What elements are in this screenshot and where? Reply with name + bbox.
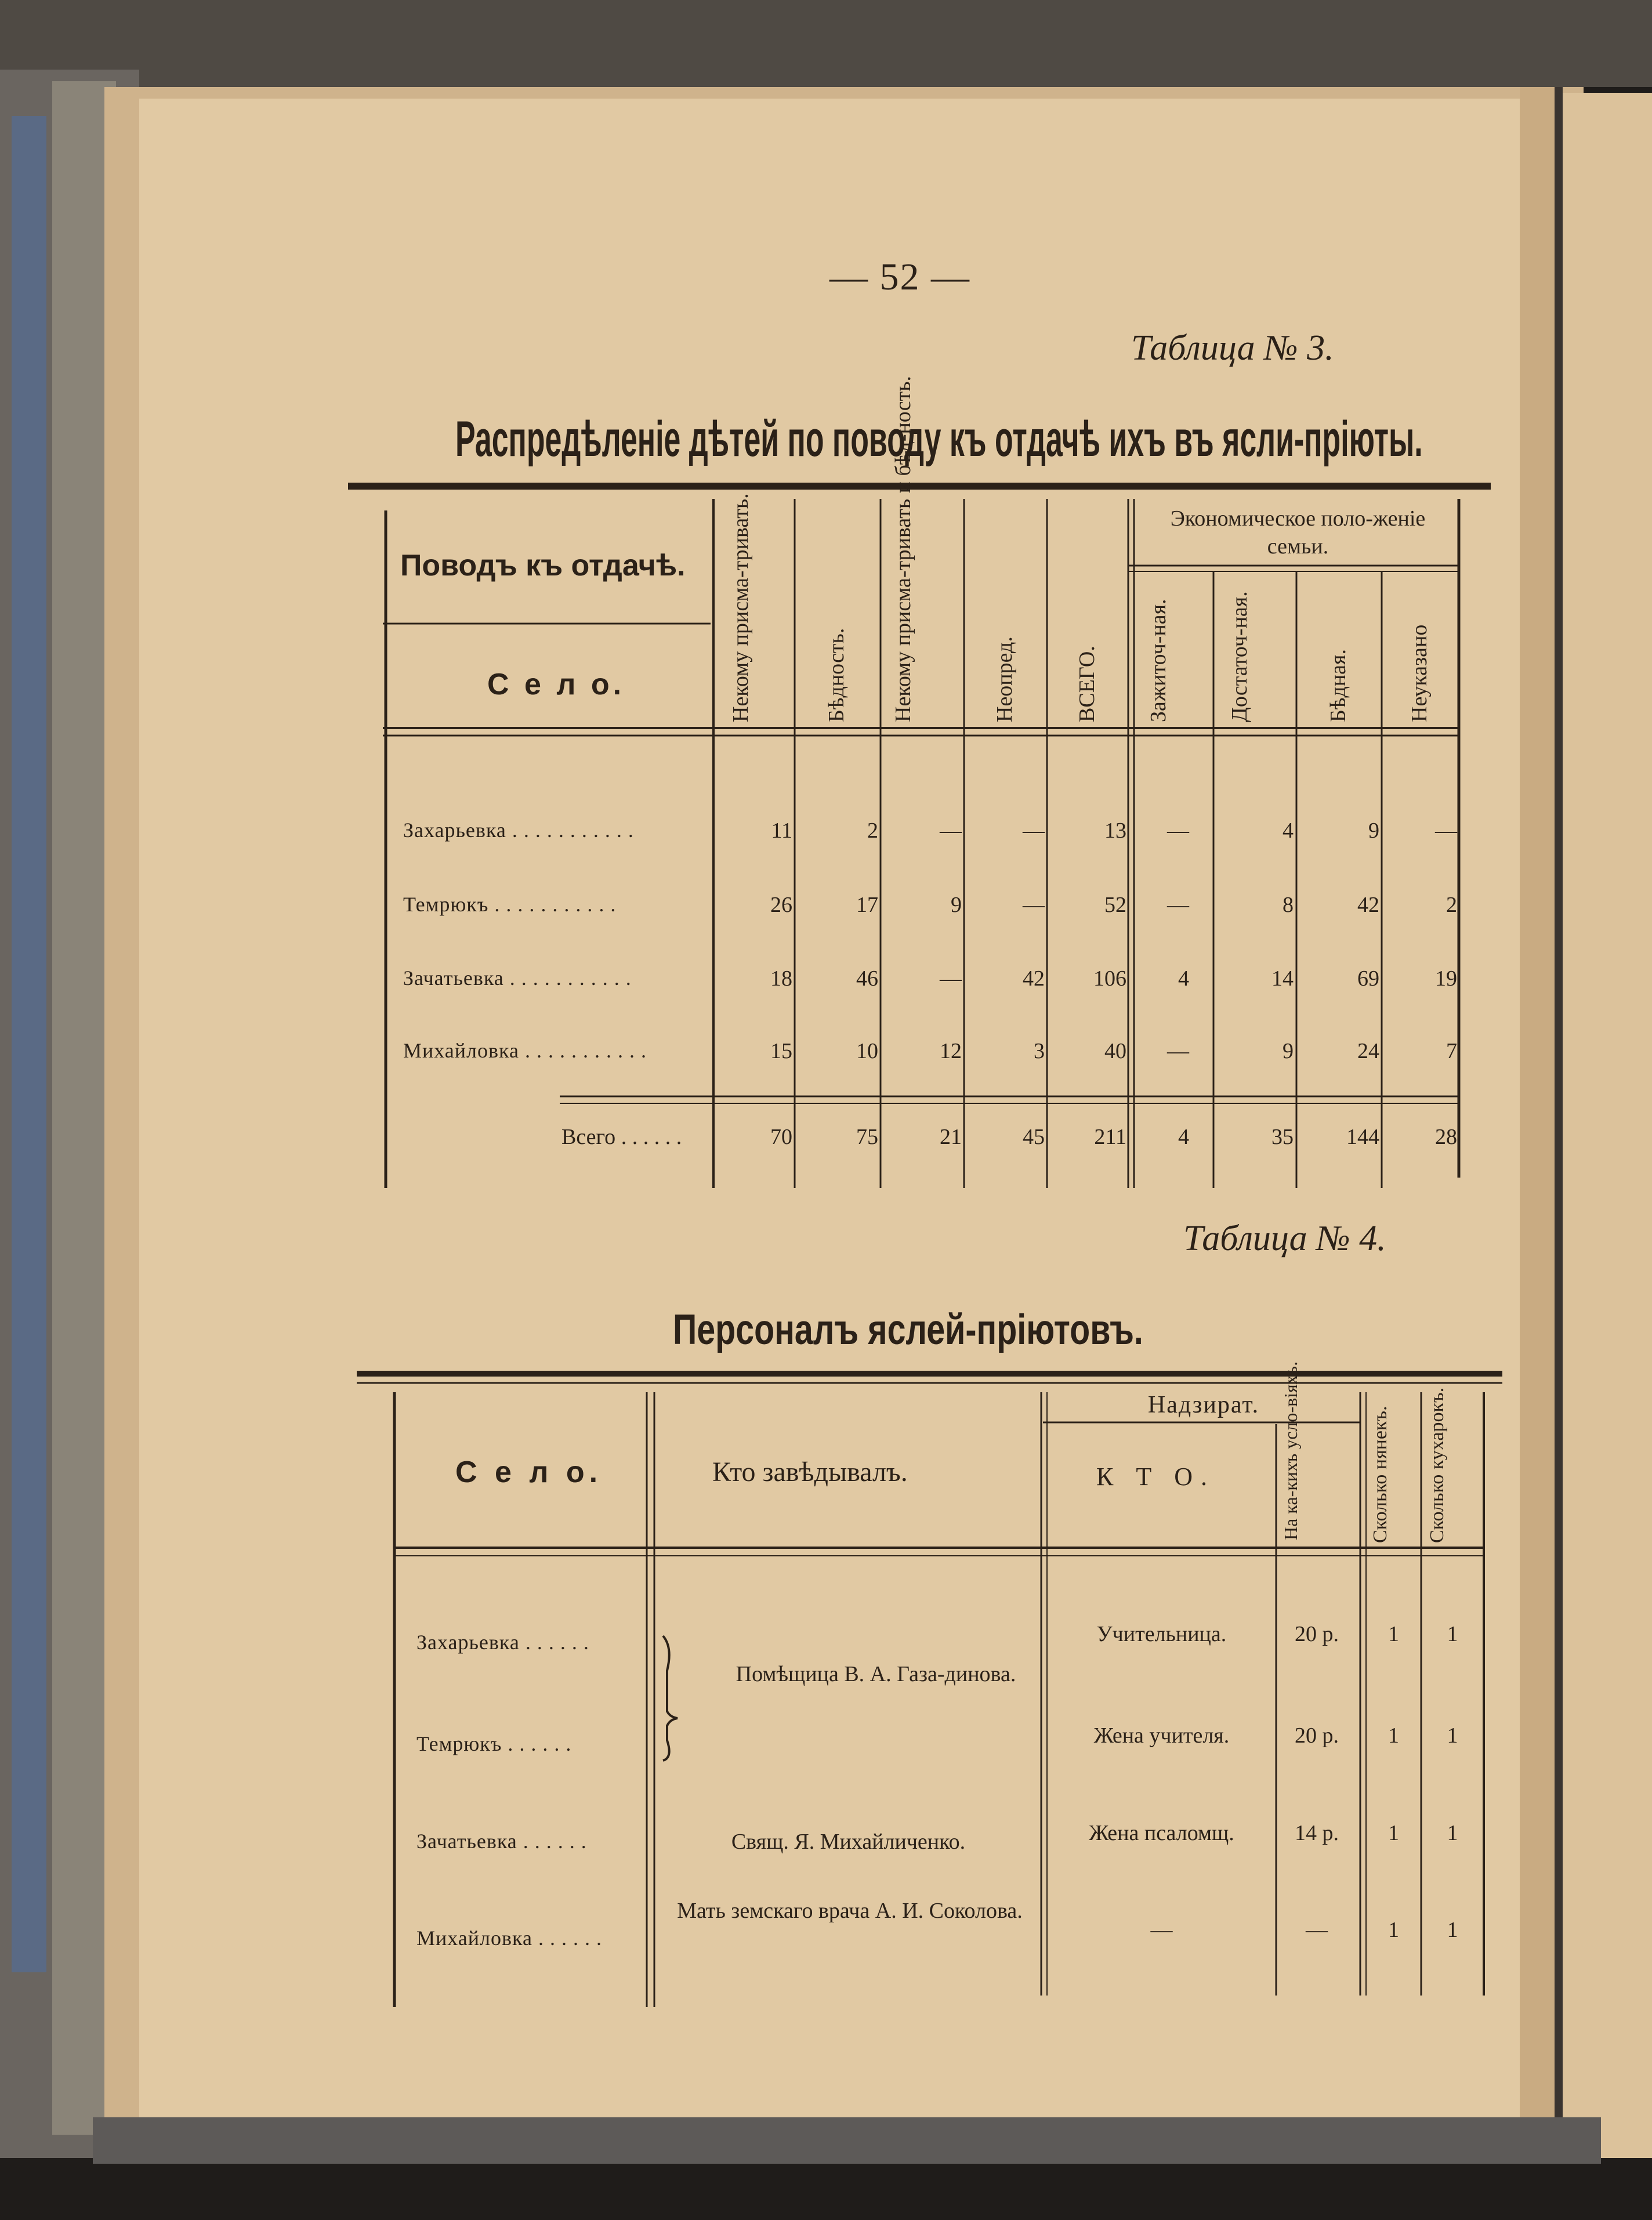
table3-total-prosperous: 4 — [1178, 1125, 1189, 1149]
table3-total-poverty: 75 — [856, 1125, 878, 1149]
table3-cell-not-indicated: 7 — [1446, 1039, 1457, 1063]
table3-cell-total: 13 — [1104, 819, 1126, 843]
table3-cell-prosperous: 4 — [1178, 966, 1189, 991]
table3-label: Таблица № 3. — [1131, 328, 1334, 368]
table3-cell-both: 12 — [940, 1039, 962, 1063]
table3-cell-poverty: 10 — [856, 1039, 878, 1063]
table4-header-who: К Т О. — [1096, 1462, 1215, 1491]
table3-cell-poverty: 2 — [867, 819, 878, 843]
table3-row-village: Михайловка . . . . . . . . . . . — [403, 1039, 647, 1062]
table3-cell-prosperous: — — [1167, 1039, 1189, 1063]
table3-header-village: С е л о. — [487, 668, 625, 701]
table3-cell-undetermined: — — [1023, 819, 1045, 843]
table3-col-total: ВСЕГО. — [1075, 646, 1099, 722]
table3-cell-undetermined: 3 — [1034, 1039, 1045, 1063]
table3-cell-no-one: 11 — [771, 819, 792, 843]
table3-cell-prosperous: — — [1167, 819, 1189, 843]
table4-header-conditions: На ка-кихъ усло-віяхъ. — [1280, 1361, 1301, 1540]
table3-cell-sufficient: 4 — [1283, 819, 1294, 843]
table3-cell-poor: 42 — [1357, 893, 1379, 917]
table4-label: Таблица № 4. — [1183, 1219, 1386, 1258]
page-number: — 52 — — [829, 256, 970, 298]
table3-cell-not-indicated: 19 — [1435, 966, 1457, 991]
table3-cell-undetermined: 42 — [1023, 966, 1045, 991]
table4-row-village: Зачатьевка . . . . . . — [416, 1830, 587, 1853]
table3-col-both: Некому присма-тривать и бѣд-ность. — [891, 375, 915, 722]
table4-row-supervisor: Учительница. — [1096, 1622, 1227, 1646]
table3-col-prosperous: Зажиточ-ная. — [1146, 599, 1171, 722]
table4-row-manager: Мать земскаго врача А. И. Соколова. — [677, 1899, 1023, 1923]
table3-cell-both: — — [940, 966, 962, 991]
table3-total-sufficient: 35 — [1271, 1125, 1294, 1149]
table4-row-cooks: 1 — [1447, 1918, 1458, 1942]
table3-total-label: Всего . . . . . . — [561, 1125, 682, 1149]
table3-cell-poor: 24 — [1357, 1039, 1379, 1063]
table4-row-cooks: 1 — [1447, 1723, 1458, 1748]
table3-cell-no-one: 26 — [770, 893, 792, 917]
table3-cell-undetermined: — — [1023, 893, 1045, 917]
table3-col-poor: Бѣдная. — [1326, 649, 1350, 722]
table4-row-nannies: 1 — [1388, 1622, 1399, 1646]
table4-row-nannies: 1 — [1388, 1918, 1399, 1942]
table3-total-undetermined: 45 — [1023, 1125, 1045, 1149]
table4-row-supervisor: — — [1150, 1918, 1173, 1942]
table4-row-village: Захарьевка . . . . . . — [416, 1631, 589, 1654]
table4-row-pay: 14 р. — [1295, 1821, 1339, 1845]
table4-row-cooks: 1 — [1447, 1821, 1458, 1845]
table3-economic-status-group: Экономическое поло-женіе семьи. — [1170, 506, 1426, 559]
table3-col-not-indicated: Неуказано — [1407, 624, 1432, 722]
table3-cell-total: 52 — [1104, 893, 1126, 917]
table4-row-supervisor: Жена учителя. — [1093, 1723, 1230, 1748]
table3-col-sufficient: Достаточ-ная. — [1227, 591, 1252, 722]
table3-cell-sufficient: 9 — [1283, 1039, 1294, 1063]
table4-header-village: С е л о. — [455, 1455, 603, 1489]
table4-header-nannies: Сколько нянекъ. — [1370, 1406, 1391, 1543]
table3-cell-poor: 69 — [1357, 966, 1379, 991]
table3-cell-total: 40 — [1104, 1039, 1126, 1063]
table3-cell-poverty: 17 — [856, 893, 878, 917]
table4-row-pay: 20 р. — [1295, 1723, 1339, 1748]
table4-row-supervisor: Жена псаломщ. — [1089, 1821, 1234, 1845]
table3-total-no-one: 70 — [770, 1125, 792, 1149]
table3-cell-no-one: 18 — [770, 966, 792, 991]
table3-row-village: Темрюкъ . . . . . . . . . . . — [403, 893, 617, 916]
table3-col-poverty: Бѣдность. — [824, 628, 849, 722]
table4-row-manager: Свящ. Я. Михайличенко. — [731, 1830, 966, 1854]
table4-header-who-managed: Кто завѣдывалъ. — [712, 1457, 908, 1487]
table3-cell-total: 106 — [1093, 966, 1126, 991]
table3-row-village: Захарьевка . . . . . . . . . . . — [403, 819, 634, 842]
table4-row-village: Темрюкъ . . . . . . — [416, 1732, 572, 1755]
table3-cell-poverty: 46 — [856, 966, 878, 991]
table4-row-pay: — — [1306, 1918, 1328, 1942]
table4-row-nannies: 1 — [1388, 1821, 1399, 1845]
table3-total-total: 211 — [1094, 1125, 1126, 1149]
table3-header-reason: Поводъ къ отдачѣ. — [400, 549, 686, 582]
table3-col-undetermined: Неопред. — [992, 636, 1017, 722]
table3-cell-not-indicated: 2 — [1446, 893, 1457, 917]
table3-title: Распредѣленіе дѣтей по поводу къ отдачѣ ихъ въ ясли-пріюты. — [455, 411, 1423, 468]
table4-row-village: Михайловка . . . . . . — [416, 1926, 602, 1950]
table4-row-cooks: 1 — [1447, 1622, 1458, 1646]
table3-cell-poor: 9 — [1368, 819, 1379, 843]
table3-cell-not-indicated: — — [1435, 819, 1457, 843]
table3-row-village: Зачатьевка . . . . . . . . . . . — [403, 966, 632, 990]
table3-cell-sufficient: 8 — [1283, 893, 1294, 917]
table3-total-poor: 144 — [1346, 1125, 1379, 1149]
table3-cell-prosperous: — — [1167, 893, 1189, 917]
table3-cell-both: 9 — [951, 893, 962, 917]
table3-cell-both: — — [940, 819, 962, 843]
table3-total-both: 21 — [940, 1125, 962, 1149]
table3-cell-sufficient: 14 — [1271, 966, 1294, 991]
table4-header-supervision: Надзират. — [1147, 1392, 1260, 1418]
table3-cell-no-one: 15 — [770, 1039, 792, 1063]
table4-title: Персоналъ яслей-пріютовъ. — [673, 1306, 1143, 1353]
table4-row-nannies: 1 — [1388, 1723, 1399, 1748]
shared-manager: Помѣщица В. А. Газа-динова. — [736, 1662, 1016, 1686]
table3-col-no-one-to-watch: Некому присма-тривать. — [729, 493, 753, 722]
table4-header-cooks: Сколько кухарокъ. — [1426, 1387, 1448, 1543]
table4-row-pay: 20 р. — [1295, 1622, 1339, 1646]
table3-total-not-indicated: 28 — [1435, 1125, 1457, 1149]
